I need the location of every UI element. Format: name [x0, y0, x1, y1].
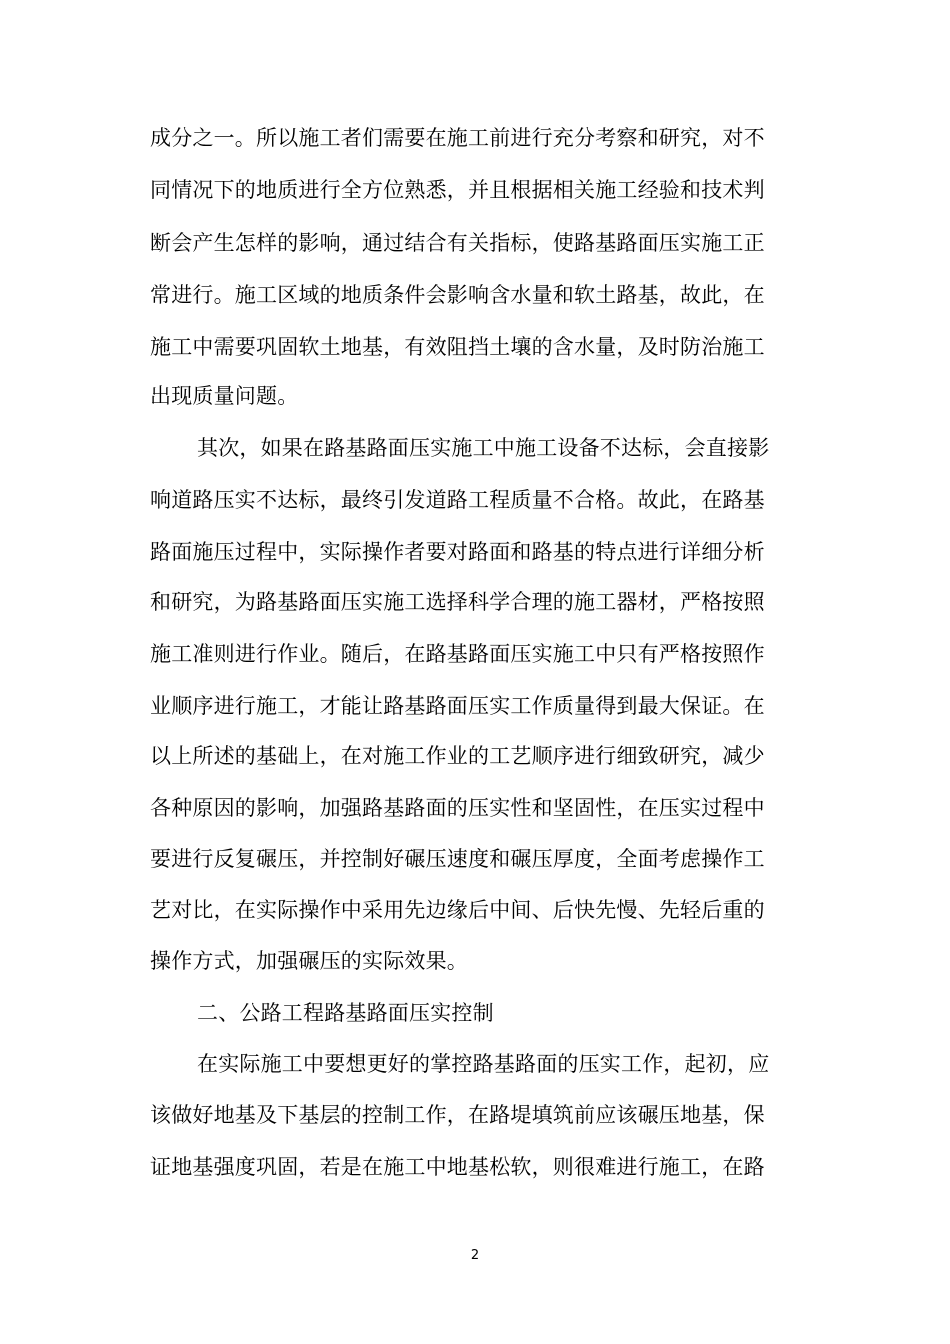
paragraph-1-line-1: 成分之一。所以施工者们需要在施工前进行充分考察和研究，对不 [150, 126, 765, 150]
paragraph-2-line-5: 施工准则进行作业。随后，在路基路面压实施工中只有严格按照作 [150, 642, 765, 666]
paragraph-3-line-3: 证地基强度巩固，若是在施工中地基松软，则很难进行施工，在路 [150, 1155, 765, 1179]
paragraph-1-line-6: 出现质量问题。 [150, 384, 299, 408]
paragraph-3-line-1: 在实际施工中要想更好的掌控路基路面的压实工作，起初，应 [197, 1052, 770, 1076]
paragraph-2-line-4: 和研究，为路基路面压实施工选择科学合理的施工器材，严格按照 [150, 590, 765, 614]
paragraph-2-line-7: 以上所述的基础上，在对施工作业的工艺顺序进行细致研究，减少 [150, 744, 765, 768]
paragraph-1-line-2: 同情况下的地质进行全方位熟悉，并且根据相关施工经验和技术判 [150, 178, 765, 202]
page-number: 2 [470, 1248, 480, 1263]
paragraph-2-line-1: 其次，如果在路基路面压实施工中施工设备不达标，会直接影 [197, 436, 770, 460]
paragraph-2-line-8: 各种原因的影响，加强路基路面的压实性和坚固性，在压实过程中 [150, 796, 765, 820]
section-heading: 二、公路工程路基路面压实控制 [197, 1001, 494, 1025]
paragraph-2-line-11: 操作方式，加强碾压的实际效果。 [150, 949, 468, 973]
paragraph-2-line-2: 响道路压实不达标，最终引发道路工程质量不合格。故此，在路基 [150, 488, 765, 512]
paragraph-2-line-6: 业顺序进行施工，才能让路基路面压实工作质量得到最大保证。在 [150, 694, 765, 718]
paragraph-2-line-9: 要进行反复碾压，并控制好碾压速度和碾压厚度，全面考虑操作工 [150, 847, 765, 871]
paragraph-3-line-2: 该做好地基及下基层的控制工作，在路堤填筑前应该碾压地基，保 [150, 1103, 765, 1127]
paragraph-2-line-10: 艺对比，在实际操作中采用先边缘后中间、后快先慢、先轻后重的 [150, 898, 765, 922]
paragraph-1-line-5: 施工中需要巩固软土地基，有效阻挡土壤的含水量，及时防治施工 [150, 335, 765, 359]
paragraph-2-line-3: 路面施压过程中，实际操作者要对路面和路基的特点进行详细分析 [150, 540, 765, 564]
paragraph-1-line-3: 断会产生怎样的影响，通过结合有关指标，使路基路面压实施工正 [150, 231, 765, 255]
paragraph-1-line-4: 常进行。施工区域的地质条件会影响含水量和软土路基，故此，在 [150, 283, 765, 307]
